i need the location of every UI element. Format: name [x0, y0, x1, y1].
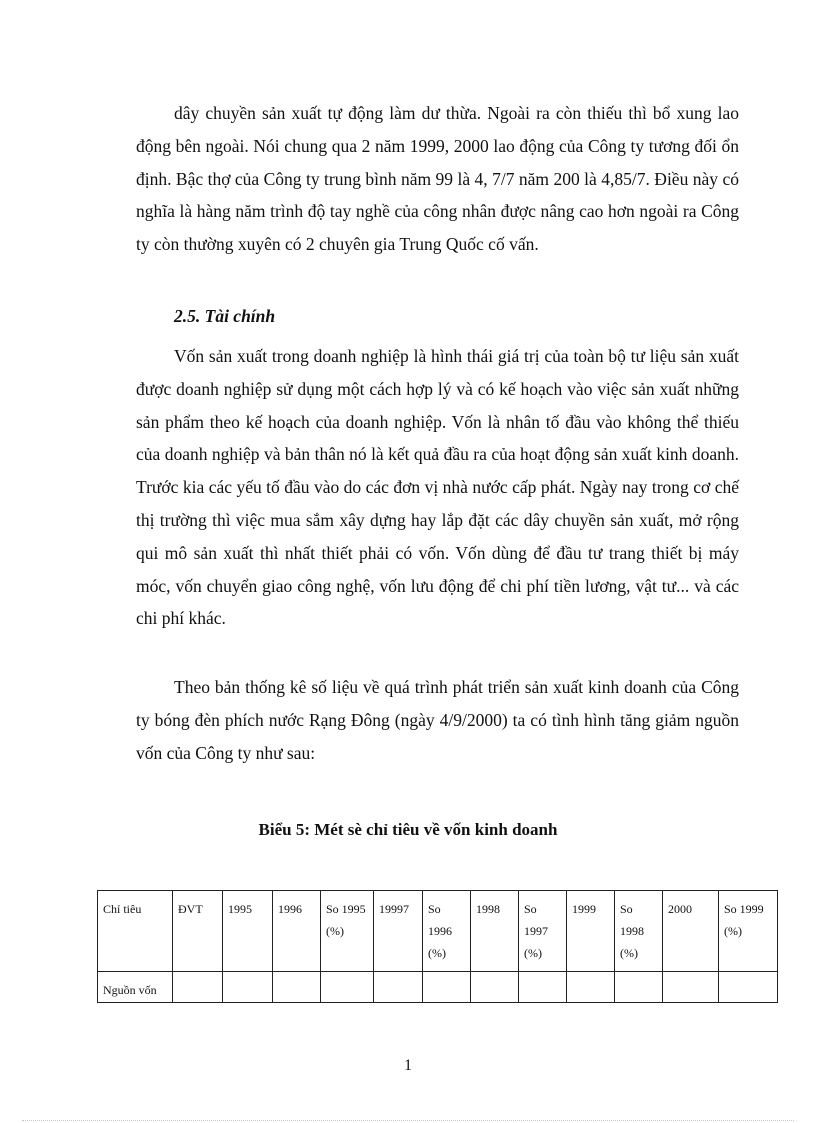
header-cell: 1998 — [471, 891, 519, 972]
table-row — [98, 972, 778, 1003]
table-cell — [423, 972, 471, 1003]
table-cell — [273, 972, 321, 1003]
table-header-row — [98, 891, 778, 972]
header-cell: Chỉ tiêu — [98, 891, 173, 972]
page-number: 1 — [404, 1057, 412, 1074]
paragraph-text: Vốn sản xuất trong doanh nghiệp là hình thái giá trị của toàn bộ tư liệu sản xuất được doanh nghiệp sử dụng một cách hợp lý và có kế hoạch vào việc sản xuất những sản phẩm theo kế hoạch của doanh nghiệp. Vốn là nhân tố đầu vào không thể thiếu của doanh nghiệp và bản thân nó là kết quả đầu ra của hoạt động sản xuất kinh doanh. Trước kia các yếu tố đầu vào do các đơn vị nhà nước cấp phát. Ngày nay trong cơ chế thị trường thì việc mua sắm xây dựng hay lắp đặt các dây chuyền sản xuất, mở rộng qui mô sản xuất thì nhất thiết phải có vốn. Vốn dùng để đầu tư trang thiết bị máy móc, vốn chuyển giao công nghệ, vốn lưu động để chi phí tiền lương, vật tư... và các chi phí khác. — [136, 346, 739, 629]
header-cell: So 1998 (%) — [615, 891, 663, 972]
table-cell — [567, 972, 615, 1003]
section-heading: 2.5. Tài chính — [174, 306, 276, 326]
header-cell: 1999 — [567, 891, 615, 972]
header-cell: So 1997 (%) — [519, 891, 567, 972]
table-cell — [663, 972, 719, 1003]
table-title: Biểu 5: Mét sè chỉ tiêu về vốn kinh doanh — [258, 820, 558, 839]
table-cell — [173, 972, 223, 1003]
header-cell: 1995 — [223, 891, 273, 972]
paragraph-labor — [136, 97, 739, 261]
header-cell: ĐVT — [173, 891, 223, 972]
header-cell: 1996 — [273, 891, 321, 972]
table-cell — [321, 972, 374, 1003]
header-cell: 19997 — [374, 891, 423, 972]
table-cell — [519, 972, 567, 1003]
header-cell: So 1995 (%) — [321, 891, 374, 972]
paragraph-capital — [136, 340, 739, 635]
header-cell: 2000 — [663, 891, 719, 972]
table-cell — [374, 972, 423, 1003]
paragraph-text: Theo bản thống kê số liệu về quá trình phát triển sản xuất kinh doanh của Công ty bóng đèn phích nước Rạng Đông (ngày 4/9/2000) ta có tình hình tăng giảm nguồn vốn của Công ty như sau: — [136, 677, 739, 763]
header-cell: So 1996 (%) — [423, 891, 471, 972]
header-cell: So 1999 (%) — [719, 891, 778, 972]
page-bottom-divider — [22, 1120, 794, 1121]
table-cell — [471, 972, 519, 1003]
capital-table — [97, 890, 778, 1003]
table-cell: Nguồn vốn — [98, 972, 173, 1003]
paragraph-text: dây chuyền sản xuất tự động làm dư thừa. Ngoài ra còn thiếu thì bổ xung lao động bên ngoài. Nói chung qua 2 năm 1999, 2000 lao động của Công ty tương đối ổn định. Bậc thợ của Công ty trung bình năm 99 là 4, 7/7 năm 200 là 4,85/7. Điều này có nghĩa là hàng năm trình độ tay nghề của công nhân được nâng cao hơn ngoài ra Công ty còn thường xuyên có 2 chuyên gia Trung Quốc cố vấn. — [136, 103, 739, 255]
table-cell — [719, 972, 778, 1003]
table-cell — [615, 972, 663, 1003]
paragraph-statistics — [136, 671, 739, 769]
table-cell — [223, 972, 273, 1003]
